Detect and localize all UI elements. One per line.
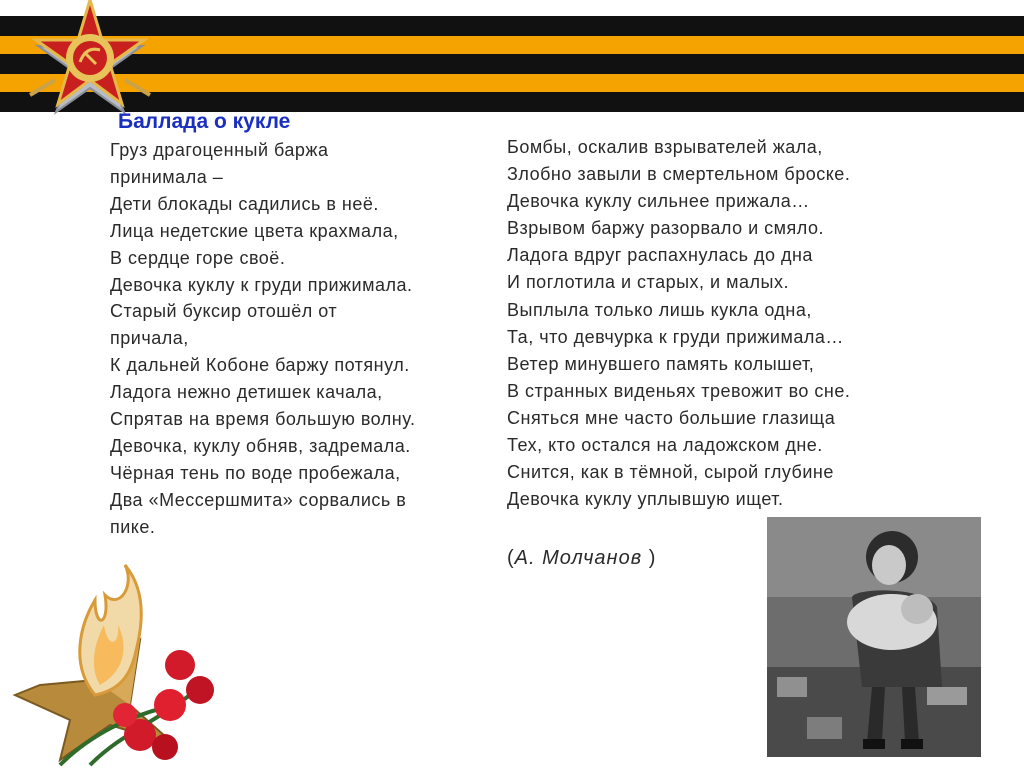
poem-line: Девочка куклу к груди прижимала. xyxy=(110,274,413,295)
poem-line: Ладога вдруг распахнулась до дна xyxy=(507,245,813,266)
poem-line: Груз драгоценный баржа xyxy=(110,140,329,160)
author-close-paren: ) xyxy=(642,547,657,569)
poem-line: пике. xyxy=(110,516,156,537)
poem-line: Девочка куклу сильнее прижала… xyxy=(507,191,810,212)
poem-line: принимала – xyxy=(110,166,224,187)
poem-line: Ветер минувшего память колышет, xyxy=(507,353,815,374)
poem-title: Баллада о кукле xyxy=(118,110,291,133)
poem-line: Дети блокады садились в неё. xyxy=(110,193,379,214)
poem-line: Выплыла только лишь кукла одна, xyxy=(507,299,812,320)
poem-line: Тех, кто остался на ладожском дне. xyxy=(507,435,823,456)
poem-line: Лица недетские цвета крахмала, xyxy=(110,220,399,241)
poem-line: Два «Мессершмита» сорвались в xyxy=(110,489,407,510)
poem-line: В сердце горе своё. xyxy=(110,247,286,268)
poem-line: Снится, как в тёмной, сырой глубине xyxy=(507,462,834,483)
poem-line: Чёрная тень по воде пробежала, xyxy=(110,462,401,483)
poem-line: Девочка куклу уплывшую ищет. xyxy=(507,489,784,510)
poem-line: Девочка, куклу обняв, задремала. xyxy=(110,435,411,456)
poem-line: И поглотила и старых, и малых. xyxy=(507,272,789,293)
poem-line: Спрятав на время большую волну. xyxy=(110,409,416,430)
poem-line: Взрывом баржу разорвало и смяло. xyxy=(507,218,824,239)
poem-line: Старый буксир отошёл от xyxy=(110,301,338,322)
poem-line: Бомбы, оскалив взрывателей жала, xyxy=(507,137,823,157)
poem-line: Злобно завыли в смертельном броске. xyxy=(507,164,851,185)
girl-with-doll-photo xyxy=(767,517,981,757)
poem-line: Та, что девчурка к груди прижимала… xyxy=(507,326,844,347)
author-name: А. Молчанов xyxy=(514,547,643,569)
poem-column-left xyxy=(110,137,490,541)
eternal-flame-icon xyxy=(0,555,240,768)
poem-line: К дальней Кобоне баржу потянул. xyxy=(110,355,410,376)
poem-column-right xyxy=(507,134,927,513)
poem-line: Сняться мне часто большие глазища xyxy=(507,407,836,428)
poem-line: причала, xyxy=(110,328,189,349)
poem-line: Ладога нежно детишек качала, xyxy=(110,382,383,403)
poem-author xyxy=(507,547,656,570)
poem-line: В странных виденьях тревожит во сне. xyxy=(507,380,851,401)
author-open-paren: ( xyxy=(507,547,515,569)
